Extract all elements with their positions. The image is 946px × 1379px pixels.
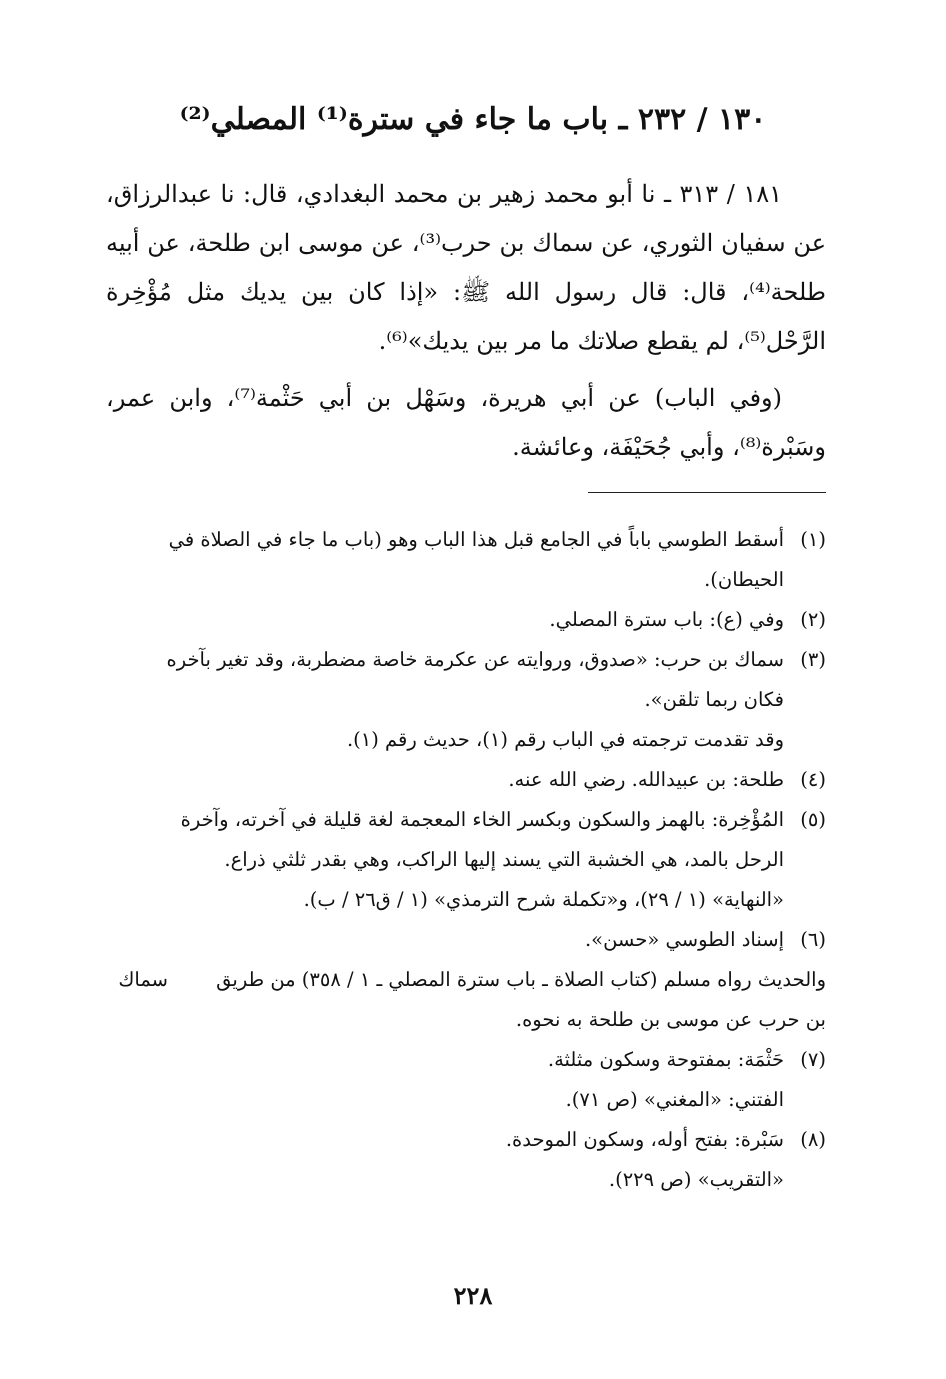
footnote-number: (٨) xyxy=(800,1128,826,1151)
footnote-line: إسناد الطوسي «حسن». xyxy=(584,928,784,951)
footnote-number: (١) xyxy=(800,528,826,551)
page-number: ٢٢٨ xyxy=(453,1281,493,1310)
footnote-number: (٤) xyxy=(800,768,826,791)
footnote-line: الرحل بالمد، هي الخشبة التي يسند إليها الراكب، وهي بقدر ثلثي ذراع. xyxy=(224,848,784,871)
footnote-number: (٢) xyxy=(800,608,826,631)
footnote-number: (٧) xyxy=(800,1048,826,1071)
footnote-continuation xyxy=(106,720,826,760)
footnote-line: «التقريب» (ص ٢٢٩). xyxy=(608,1168,784,1191)
footnote-line: المُؤْخِرة: بالهمز والسكون وبكسر الخاء المعجمة لغة قليلة في آخرته، وآخرة xyxy=(180,808,784,831)
footnote-line: وفي (ع): باب سترة المصلي. xyxy=(549,608,784,631)
footnote-number: (٣) xyxy=(800,648,826,671)
bab-text: (وفي الباب) عن أبي هريرة، وسَهْل بن أبي حَثْمة⁽⁷⁾، وابن عمر، وسَبْرة⁽⁸⁾، وأبي جُحَيْفَة، وعائشة. xyxy=(106,384,826,461)
footnote-line: سماك بن حرب عن موسى بن طلحة به نحوه. xyxy=(118,968,826,1031)
footnote-line: الفتني: «المغني» (ص ٧١). xyxy=(565,1088,784,1111)
footnote xyxy=(106,600,826,640)
footnotes xyxy=(106,520,826,1200)
footnote-line: طلحة: بن عبيدالله. رضي الله عنه. xyxy=(508,768,784,791)
footnote-line: فكان ربما تلقن». xyxy=(644,688,784,711)
footnote xyxy=(106,520,826,600)
main-text xyxy=(106,170,826,472)
footnote xyxy=(106,1120,826,1200)
footnote xyxy=(106,640,826,720)
footnote xyxy=(106,800,826,920)
footnote-line: أسقط الطوسي باباً في الجامع قبل هذا الباب وهو (باب ما جاء في الصلاة في xyxy=(168,528,784,551)
chapter-title: ١٣٠ / ٢٣٢ ـ باب ما جاء في سترة⁽¹⁾ المصلي⁽²⁾ xyxy=(179,102,767,137)
footnote-separator xyxy=(588,492,826,493)
footnote-number: (٥) xyxy=(800,808,826,831)
footnote-line: سماك بن حرب: «صدوق، وروايته عن عكرمة خاصة مضطربة، وقد تغير بآخره xyxy=(166,648,784,671)
footnote-line: حَثْمَة: بمفتوحة وسكون مثلثة. xyxy=(547,1048,784,1071)
footnote-line: وقد تقدمت ترجمته في الباب رقم (١)، حديث رقم (١). xyxy=(346,728,784,751)
hadith-text: ١٨١ / ٣١٣ ـ نا أبو محمد زهير بن محمد البغدادي، قال: نا عبدالرزاق، عن سفيان الثوري، عن سماك بن حرب⁽³⁾، عن موسى ابن طلحة، عن أبيه طلحة⁽⁴⁾، قال: قال رسول الله ﷺ: «إذا كان بين يديك مثل مُؤْخِرة الرَّحْل⁽⁵⁾، لم يقطع صلاتك ما مر بين يديك»⁽⁶⁾. xyxy=(106,180,827,355)
footnote xyxy=(106,760,826,800)
footnote xyxy=(106,920,826,960)
footnote-number: (٦) xyxy=(800,928,826,951)
footnote-line: والحديث رواه مسلم (كتاب الصلاة ـ باب سترة المصلي ـ ١ / ٣٥٨) من طريق xyxy=(216,968,826,991)
footnote-line: «النهاية» (١ / ٢٩)، و«تكملة شرح الترمذي» (١ / ق٢٦ / ب). xyxy=(303,888,784,911)
footnote-continuation xyxy=(106,960,826,1040)
footnote-line: سَبْرة: بفتح أوله، وسكون الموحدة. xyxy=(505,1128,784,1151)
footnote-line: الحيطان). xyxy=(704,568,784,591)
footnote xyxy=(106,1040,826,1120)
